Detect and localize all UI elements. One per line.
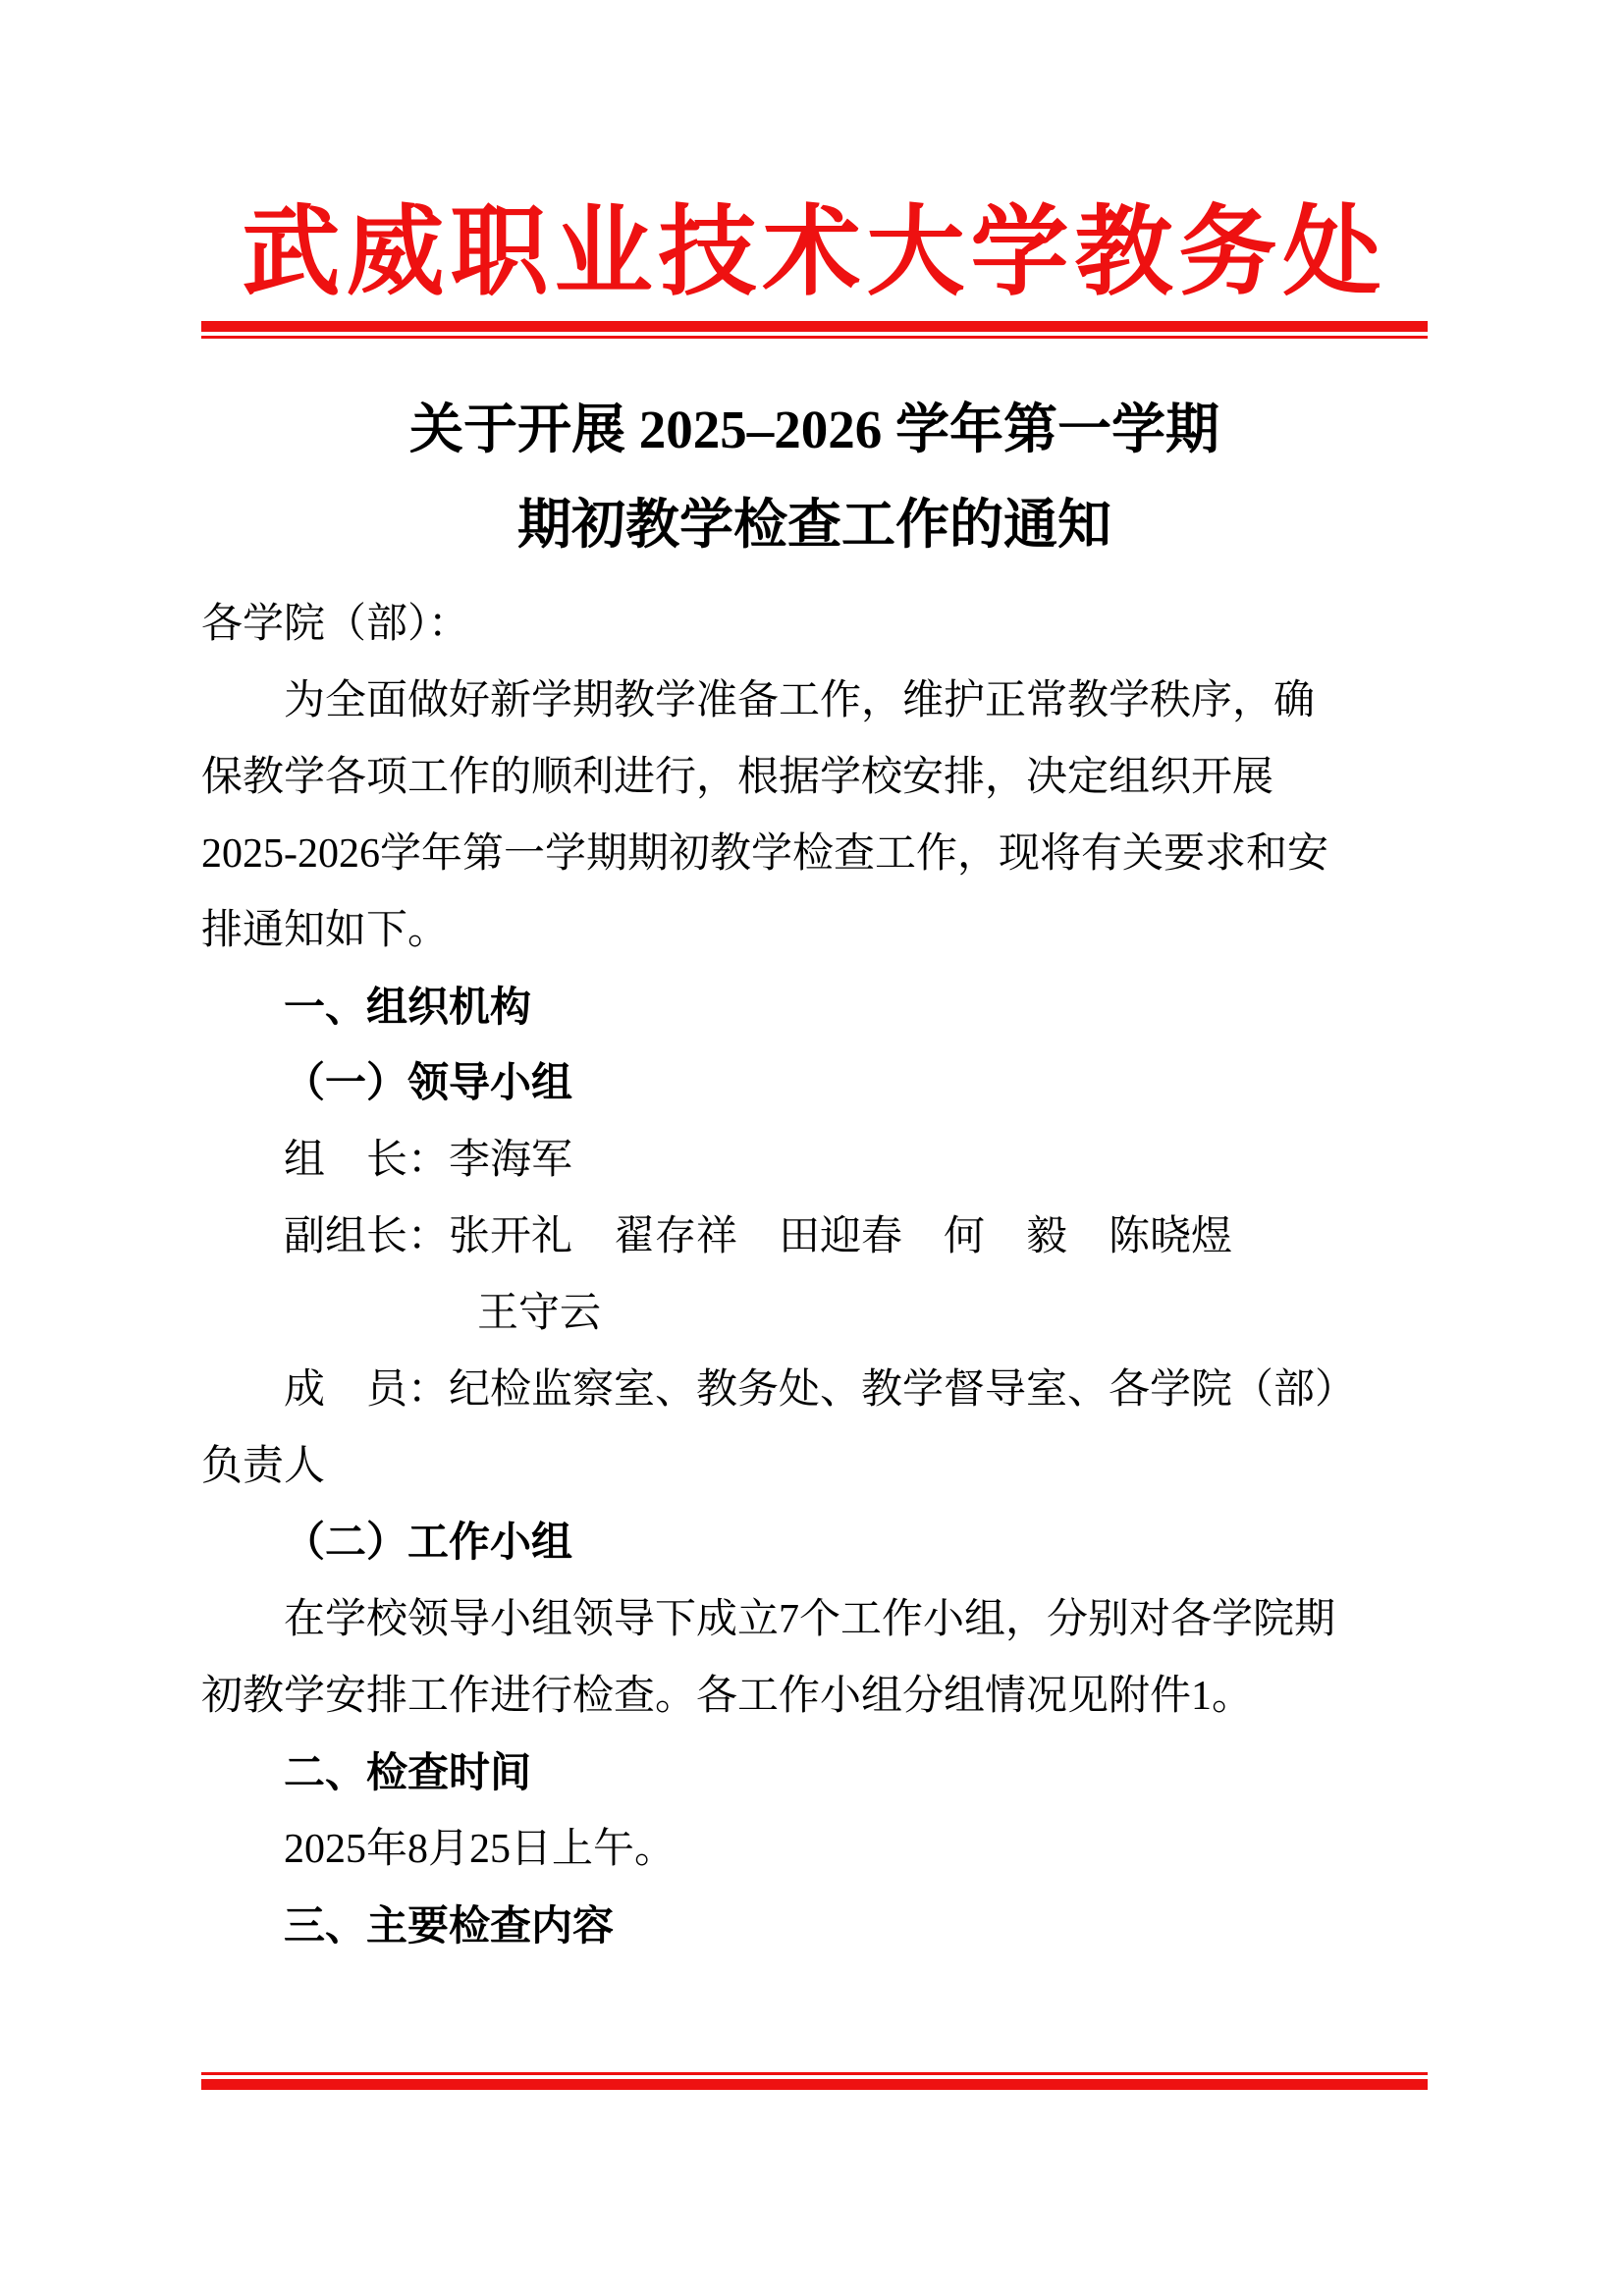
letterhead-org-name: 武威职业技术大学教务处 bbox=[242, 198, 1387, 307]
paragraph-line: 保教学各项工作的顺利进行，根据学校安排，决定组织开展 bbox=[201, 755, 1274, 800]
document-title bbox=[201, 382, 1428, 572]
section-heading-1: 一、组织机构 bbox=[284, 984, 532, 1030]
section-heading-3: 三、主要检查内容 bbox=[284, 1902, 615, 1949]
paragraph-line: 2025-2026学年第一学期期初教学检查工作，现将有关要求和安 bbox=[201, 831, 1328, 877]
deputy-leaders-continuation: 王守云 bbox=[477, 1291, 602, 1336]
letterhead-double-rule bbox=[201, 321, 1428, 339]
document-body bbox=[201, 586, 1428, 1964]
rule-thick bbox=[201, 2079, 1428, 2090]
subsection-heading-1-1: （一）领导小组 bbox=[284, 1061, 573, 1106]
group-leader-line: 组 长：李海军 bbox=[284, 1138, 573, 1183]
members-line: 成 员：纪检监察室、教务处、教学督导室、各学院（部） bbox=[284, 1367, 1357, 1413]
section-heading-2: 二、检查时间 bbox=[284, 1749, 532, 1795]
paragraph-line: 排通知如下。 bbox=[201, 908, 450, 953]
footer-double-rule bbox=[201, 2072, 1428, 2090]
inspection-date-line: 2025年8月25日上午。 bbox=[284, 1827, 677, 1872]
paragraph-line: 初教学安排工作进行检查。各工作小组分组情况见附件1。 bbox=[201, 1674, 1254, 1719]
members-continuation: 负责人 bbox=[201, 1444, 326, 1489]
document-title-line-2: 期初教学检查工作的通知 bbox=[516, 495, 1111, 555]
subsection-heading-1-2: （二）工作小组 bbox=[284, 1521, 573, 1566]
salutation-line: 各学院（部）： bbox=[201, 602, 470, 647]
rule-thin bbox=[201, 2072, 1428, 2075]
rule-thick bbox=[201, 321, 1428, 332]
paragraph-line: 为全面做好新学期教学准备工作，维护正常教学秩序，确 bbox=[284, 678, 1316, 723]
rule-thin bbox=[201, 336, 1428, 339]
document-title-line-1: 关于开展 2025–2026 学年第一学期 bbox=[408, 400, 1219, 459]
deputy-leaders-line: 副组长：张开礼 翟存祥 田迎春 何 毅 陈晓煜 bbox=[284, 1214, 1233, 1259]
paragraph-line: 在学校领导小组领导下成立7个工作小组，分别对各学院期 bbox=[284, 1597, 1336, 1642]
